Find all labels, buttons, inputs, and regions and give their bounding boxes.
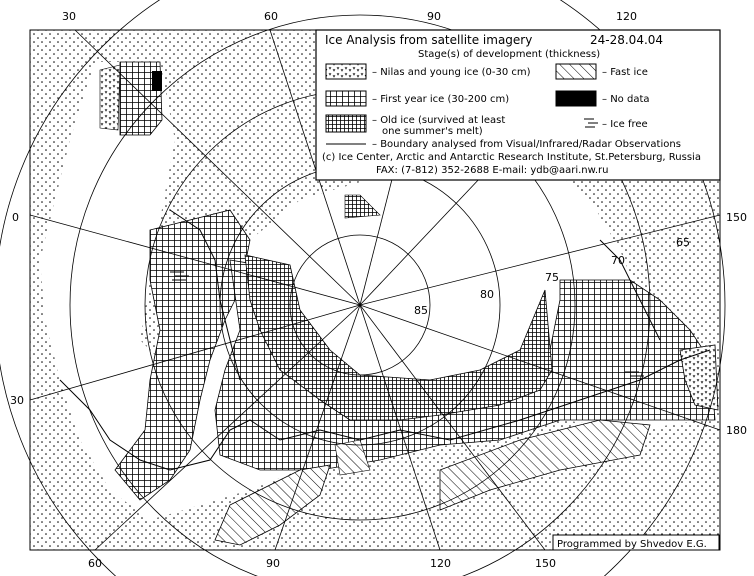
lat-label-70: 70 [611, 254, 625, 267]
legend-title: Ice Analysis from satellite imagery [325, 33, 533, 47]
nilas-young-ice-north [100, 65, 120, 130]
legend-subtitle: Stage(s) of development (thickness) [418, 49, 601, 60]
legend-label-old-2: one summer's melt) [382, 126, 483, 137]
legend-label-icefree: – Ice free [602, 119, 648, 130]
legend-label-old: – Old ice (survived at least [372, 115, 506, 126]
lon-top-120: 120 [616, 10, 637, 23]
lat-label-75: 75 [545, 271, 559, 284]
legend-swatch-nodata [556, 91, 596, 106]
legend-dates: 24-28.04.04 [590, 33, 664, 47]
legend-swatch-old [326, 115, 366, 132]
lon-bottom-90: 90 [266, 557, 280, 570]
legend-label-boundary: – Boundary analysed from Visual/Infrared/Radar Observations [372, 139, 681, 150]
lon-bottom-120: 120 [430, 557, 451, 570]
legend-label-nodata: – No data [602, 94, 650, 105]
legend-swatch-firstyear [326, 91, 366, 106]
lat-label-80: 80 [480, 288, 494, 301]
legend-swatch-fast [556, 64, 596, 79]
legend-label-fast: – Fast ice [602, 67, 648, 78]
legend-contact: FAX: (7-812) 352-2688 E-mail: ydb@aari.nw.ru [376, 165, 609, 176]
lat-label-65: 65 [676, 236, 690, 249]
lon-top-60: 60 [264, 10, 278, 23]
lon-top-30: 30 [62, 10, 76, 23]
legend [316, 30, 720, 180]
programmer-credit: Programmed by Shvedov E.G. [557, 539, 707, 550]
legend-label-nilas: – Nilas and young ice (0-30 cm) [372, 67, 531, 78]
lon-right-180: 180 [726, 424, 747, 437]
lon-left-30: 30 [10, 394, 24, 407]
lon-bottom-150: 150 [535, 557, 556, 570]
lat-label-85: 85 [414, 304, 428, 317]
legend-swatch-nilas [326, 64, 366, 79]
no-data-patch [152, 71, 162, 91]
legend-credit: (c) Ice Center, Arctic and Antarctic Research Institute, St.Petersburg, Russia [322, 152, 701, 163]
lon-right-150: 150 [726, 211, 747, 224]
lon-bottom-60: 60 [88, 557, 102, 570]
lon-left-0: 0 [12, 211, 19, 224]
lon-top-90: 90 [427, 10, 441, 23]
legend-label-firstyear: – First year ice (30-200 cm) [372, 94, 510, 105]
